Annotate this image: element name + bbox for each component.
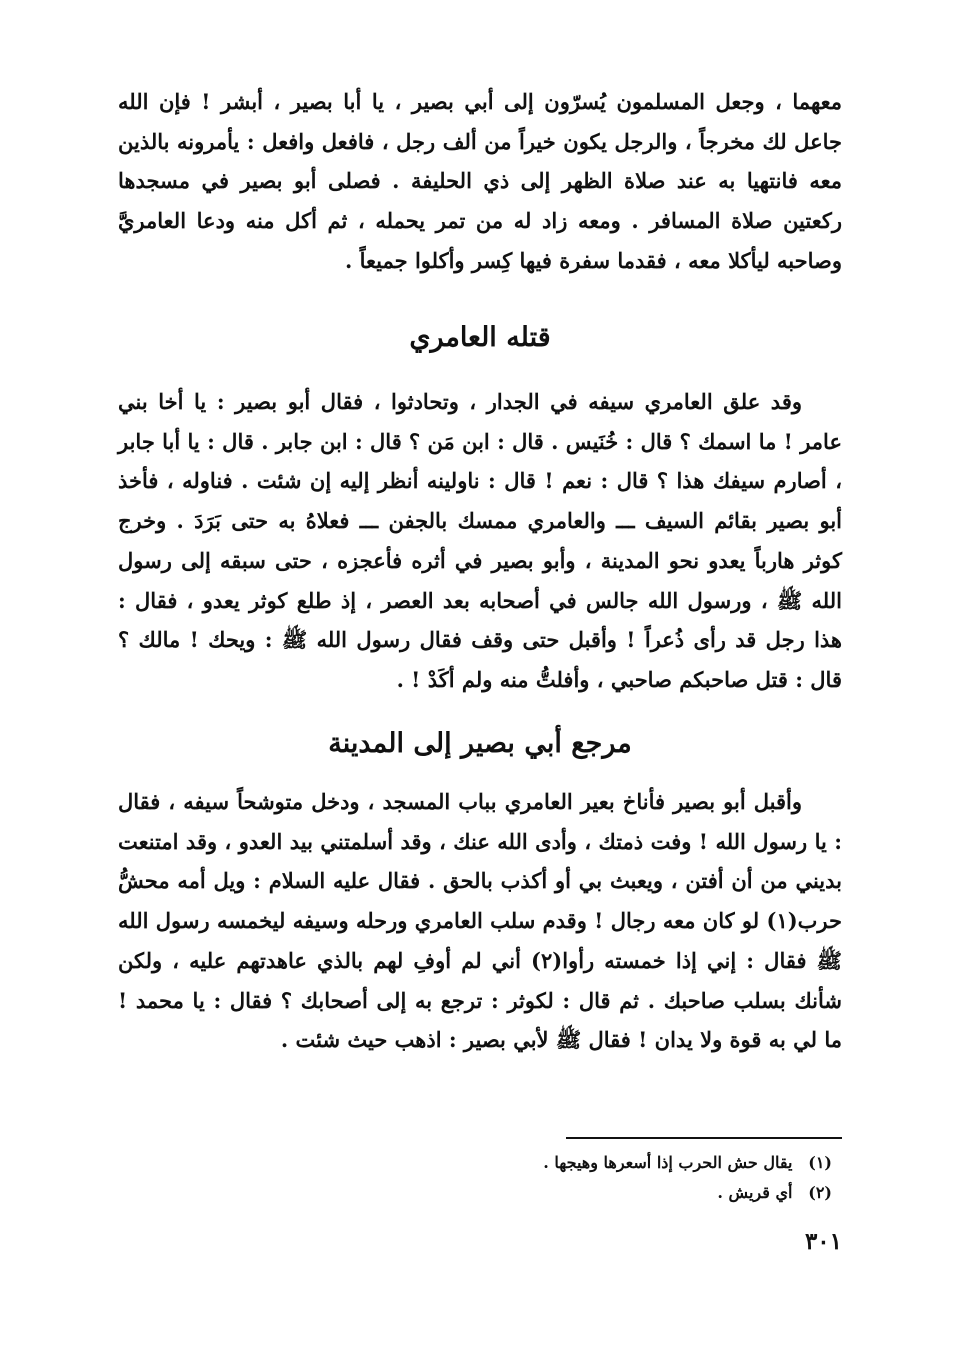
section-heading-return: مرجع أبي بصير إلى المدينة [328, 728, 632, 759]
paragraph-killing: وقد علق العامري سيفه في الجدار ، وتحادثوا ، فقال أبو بصير : يا أخا بني عامر ! ما اسمك ؟ قال : خُنَيس . قال : ابن مَن ؟ قال : ابن جابر . قال : يا أبا جابر ، أصارم سيفك هذا ؟ قال : نعم ! قال : ناولينه أنظر إليه إن شئت . فناوله ، فأخذ أبو بصير بقائم السيف ـــ والعامري ممسك بالجفن ـــ فعلاهُ به حتى بَرَدَ . وخرج كوثر هارباً يعدو نحو المدينة ، وأبو بصير في أثره فأعجزه ، حتى سبقه إلى رسول الله ﷺ ، ورسول الله جالس في أصحابه بعد العصر ، إذ طلع كوثر يعدو ، فقال : هذا رجل قد رأى ذُعراً ! وأقبل حتى وقف فقال رسول الله ﷺ : ويحك ! مالك ؟ قال : قتل صاحبكم صاحبي ، وأفلتُّ منه ولم أكَدْ ! . [118, 389, 842, 692]
footnote-text: يقال حش الحرب إذا أسعرها وهيجها . [543, 1153, 793, 1172]
footnote-number: (٢) [808, 1183, 832, 1202]
footnote-divider [566, 1137, 842, 1139]
footnote-2 [118, 1178, 842, 1208]
paragraph-return: وأقبل أبو بصير فأناخ بعير العامري بباب المسجد ، ودخل متوشحاً سيفه ، فقال : يا رسول الله ! وفت ذمتك ، وأدى الله عنك ، وقد أسلمتني بيد العدو ، وقد امتنعت بديني من أن أفتن ، ويعبث بي أو أكذب بالحق . فقال عليه السلام : ويل أمه محشُّ حرب(١) لو كان معه رجال ! وقدم سلب العامري ورحله وسيفه ليخمسه رسول الله ﷺ فقال : إني إذا خمسته رأوا(٢) أني لم أوفِ لهم بالذي عاهدتهم عليه ، ولكن شأنك بسلب صاحبك . ثم قال : لكوثر : ترجع به إلى أصحابك ؟ فقال : يا محمد ! ما لي به قوة ولا يدان ! فقال ﷺ لأبي بصير : اذهب حيث شئت . [118, 789, 842, 1053]
paragraph-continued: معهما ، وجعل المسلمون يُسرّون إلى أبي بصير ، يا أبا بصير ، أبشر ! فإن الله جاعل لك مخرجاً ، والرجل يكون خيراً من ألف رجل ، فافعل وافعل : يأمرونه بالذين معه فانتهيا به عند صلاة الظهر إلى ذي الحليفة . فصلى أبو بصير في مسجدها ركعتين صلاة المسافر . ومعه زاد له من تمر يحمله ، ثم أكل منه ودعا العامريَّ وصاحبه ليأكلا معه ، فقدما سفرة فيها كِسر وأكلوا جميعاً . [118, 89, 842, 273]
footnote-1 [118, 1148, 842, 1178]
page-number: ٣٠١ [804, 1228, 842, 1255]
section-heading-killing: قتله العامري [409, 322, 551, 353]
footnotes [118, 1148, 842, 1208]
footnote-text: أي قريش . [717, 1183, 793, 1202]
footnote-number: (١) [808, 1153, 832, 1172]
book-page [118, 82, 842, 1255]
